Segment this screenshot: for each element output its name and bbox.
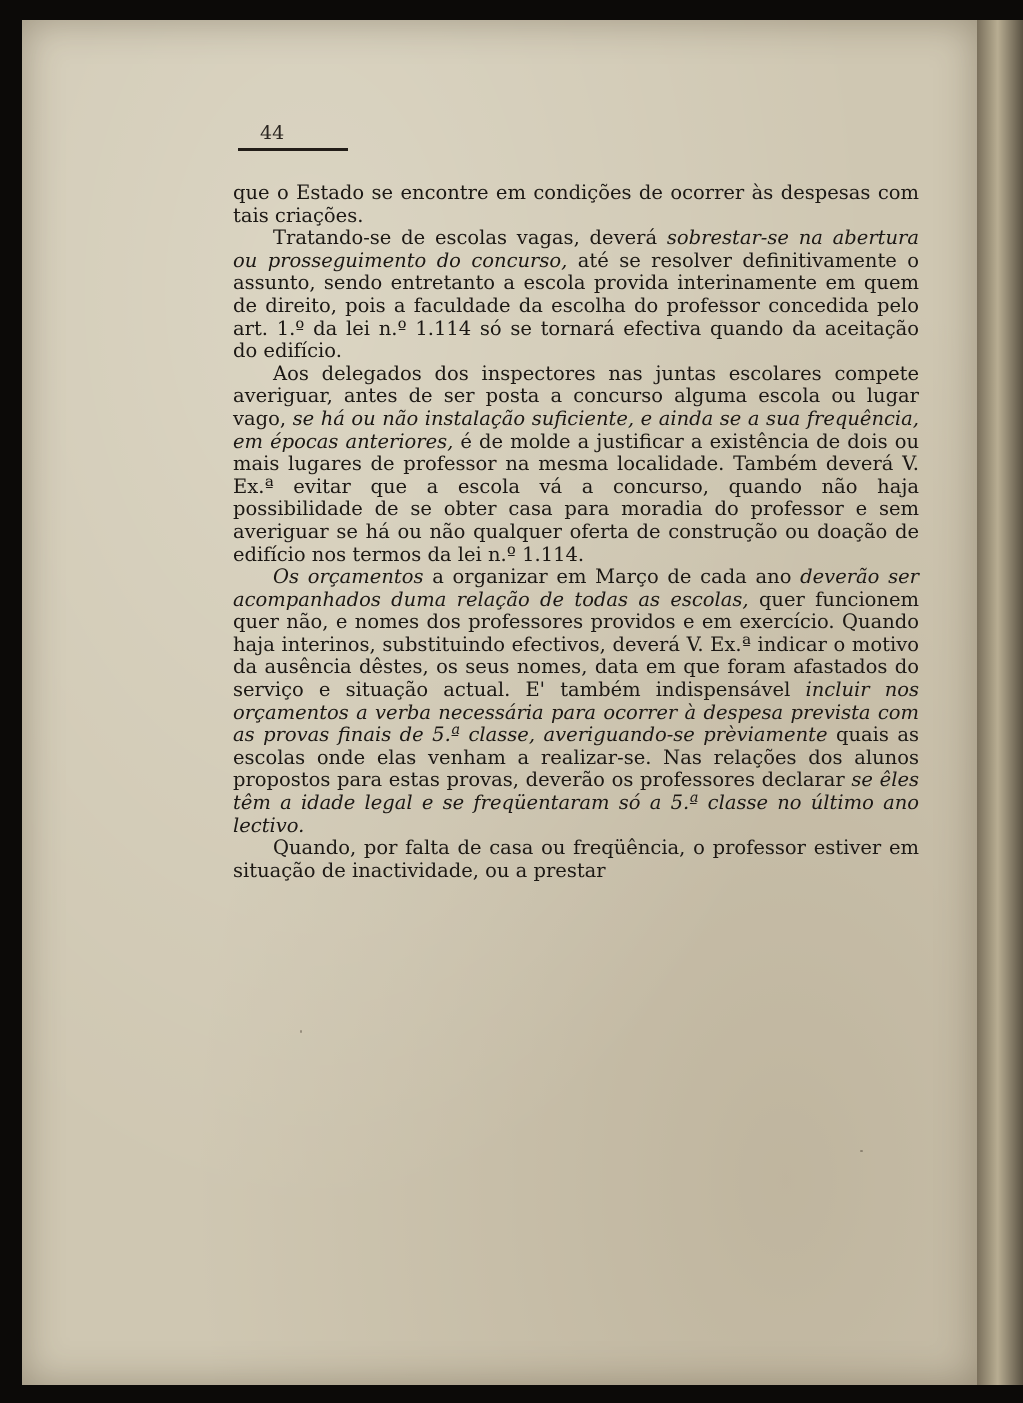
italic-text: Os orçamentos	[273, 565, 424, 589]
page-number: 44	[260, 122, 285, 144]
text-run: quer funcionem quer não, e nomes dos professores providos e em exercício. Quando haja interinos, substituindo efectivos, deverá V. Ex.ª indicar o motivo da ausência dêstes, os seus nomes, data em que foram afastados do serviço e situação actual. E' também indispensável	[233, 587, 920, 702]
paragraph	[233, 566, 919, 837]
paragraph	[233, 363, 919, 566]
text-run: Quando, por falta de casa ou freqüência, o professor estiver em situação de inactividade, ou a prestar	[233, 836, 919, 882]
italic-text: sobrestar-se na abertura ou prosseguimento do concurso,	[233, 226, 919, 272]
paragraph	[233, 837, 919, 882]
text-run: a organizar em Março de cada ano	[423, 565, 801, 589]
italic-text: se há ou não instalação suficiente, e ainda se a sua frequência, em épocas anteriores,	[233, 406, 919, 453]
text-run: que o Estado se encontre em condições de ocorrer às despesas com tais criações.	[233, 181, 919, 227]
italic-text: incluir nos orçamentos a verba necessária para ocorrer à despesa prevista com as provas finais de 5.ª classe, averiguando-se prèviamente	[233, 678, 920, 747]
text-run: até se resolver definitivamente o assunto, sendo entretanto a escola provida interinamente em quem de direito, pois a faculdade da escolha do professor concedida pelo art. 1.º da lei n.º 1.114 só se tornará efectiva quando da aceitação do edifício.	[233, 248, 919, 363]
paragraph	[233, 227, 919, 363]
text-run: quais as escolas onde elas venham a realizar-se. Nas relações dos alunos propostos para estas provas, deverão os professores declarar	[233, 723, 919, 792]
page-edge-binding	[977, 20, 1023, 1385]
paper-speck	[410, 760, 412, 762]
text-run: Tratando-se de escolas vagas, deverá	[273, 226, 667, 250]
paper-speck	[300, 1030, 302, 1033]
paper-speck	[720, 300, 723, 303]
text-run: Aos delegados dos inspectores nas juntas escolares compete averiguar, antes de ser posta a concurso alguma escola ou lugar vago,	[233, 361, 919, 430]
italic-text: deverão ser acompanhados duma relação de todas as escolas,	[233, 565, 919, 611]
italic-text: se êles têm a idade legal e se freqüentaram só a 5.ª classe no último ano lectivo.	[233, 768, 919, 837]
header-rule	[238, 148, 348, 151]
text-run: é de molde a justificar a existência de dois ou mais lugares de professor na mesma localidade. Também deverá V. Ex.ª evitar que a escola vá a concurso, quando não haja possibilidade de se obter casa para moradia do professor e sem averiguar se há ou não qualquer oferta de construção ou doação de edifício nos termos da lei n.º 1.114.	[233, 429, 920, 566]
paragraph	[233, 182, 919, 227]
paper-speck	[860, 1150, 863, 1152]
body-text	[233, 182, 919, 882]
